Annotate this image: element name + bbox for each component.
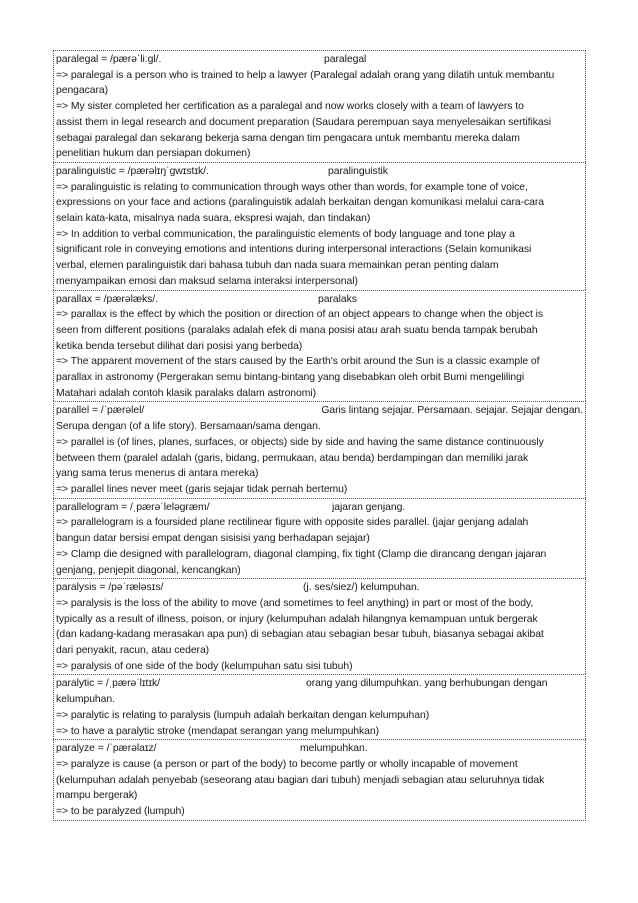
- entry-parallelogram: [53, 498, 586, 579]
- entry-heading: [56, 292, 583, 308]
- example-line: => My sister completed her certification as a paralegal and now works closely with a team of lawyers to: [56, 101, 524, 113]
- example-line: => to have a paralytic stroke (mendapat serangan yang melumpuhkan): [56, 725, 380, 737]
- definition-line: => paralysis is the loss of the ability to move (and sometimes to feel anything) in part or most of the body,: [56, 597, 534, 609]
- entry-parallax: [53, 290, 586, 402]
- definition-line: dari penyakit, racun, atau cedera): [56, 645, 210, 657]
- term-pronunciation: paralysis = /pəˈræləsɪs/: [56, 582, 164, 594]
- definition-line: expressions on your face and actions (paralinguistik adalah berkaitan dengan komunikasi melalui cara-cara: [56, 197, 545, 209]
- definition-line: mampu bergerak): [56, 790, 138, 802]
- term-pronunciation: parallel = /ˈpærəlel/: [56, 405, 145, 417]
- definition-line: => parallelogram is a foursided plane rectilinear figure with opposite sides parallel. (jajar genjang adalah: [56, 517, 529, 529]
- term-pronunciation: paralegal = /pærəˈliːɡl/.: [56, 54, 162, 65]
- example-line: assist them in legal research and document preparation (Saudara perempuan saya menyelesaikan sertifikasi: [56, 116, 551, 128]
- definition-line: typically as a result of illness, poison, or injury (kelumpuhan adalah hilangnya kemampuan untuk bergerak: [56, 613, 538, 625]
- term-translation: jajaran genjang.: [332, 501, 406, 513]
- entry-heading: [56, 500, 583, 516]
- example-line: => In addition to verbal communication, the paralinguistic elements of body language and tone play a: [56, 228, 515, 240]
- term-translation: (j. ses/siez/) kelumpuhan.: [303, 582, 420, 594]
- vocabulary-list: [53, 50, 586, 821]
- definition-line: (dan kadang-kadang merasakan apa pun) di sebagian atau sebagian besar tubuh, biasanya sebagai akibat: [56, 629, 544, 641]
- entry-paralinguistic: [53, 162, 586, 290]
- example-line: parallax in astronomy (Pergerakan semu bintang-bintang yang disebabkan oleh orbit Bumi mengelilingi: [56, 372, 525, 384]
- definition-line: between them (paralel adalah (garis, bidang, permukaan, atau benda) berdampingan dan memiliki jarak: [56, 452, 529, 464]
- term-translation: paralaks: [318, 293, 357, 305]
- term-translation: paralegal: [324, 54, 367, 65]
- definition-line: bangun datar bersisi empat dengan sisisisi yang berhadapan sejajar): [56, 533, 370, 545]
- term-pronunciation: parallax = /pærəlæks/.: [56, 293, 158, 305]
- translation-continuation: kelumpuhan.: [56, 694, 115, 706]
- entry-heading: [56, 741, 583, 757]
- example-line: verbal, elemen paralinguistik dari bahasa tubuh dan nada suara memainkan peran penting dalam: [56, 260, 499, 272]
- term-pronunciation: paralyze = /ˈpærəlaɪz/: [56, 743, 157, 755]
- example-line: menyampaikan emosi dan maksud selama interaksi interpersonal): [56, 275, 358, 287]
- definition-line: ketika benda tersebut dilihat dari posisi yang berbeda): [56, 340, 303, 352]
- definition-line: => paralinguistic is relating to communication through ways other than words, for example tone of voice,: [56, 181, 528, 193]
- definition-line: (kelumpuhan adalah penyebab (seseorang atau bagian dari tubuh) menjadi sebagian atau seluruhnya tidak: [56, 774, 545, 786]
- definition-line: => parallax is the effect by which the position or direction of an object appears to change when the object is: [56, 309, 544, 321]
- definition-line: => paralytic is relating to paralysis (lumpuh adalah berkaitan dengan kelumpuhan): [56, 709, 430, 721]
- example-line: sebagai paralegal dan sekarang bekerja sama dengan tim pengacara untuk membantu mereka dalam: [56, 132, 520, 144]
- example-line: Matahari adalah contoh klasik paralaks dalam astronomi): [56, 387, 317, 399]
- example-line: => parallel lines never meet (garis sejajar tidak pernah bertemu): [56, 483, 348, 495]
- entry-paralytic: [53, 674, 586, 739]
- example-line: significant role in conveying emotions and intentions during interpersonal interactions (Selain komunikasi: [56, 244, 532, 256]
- term-pronunciation: paralinguistic = /pærəlɪŋˈɡwɪstɪk/.: [56, 165, 209, 177]
- example-line: => paralysis of one side of the body (kelumpuhan satu sisi tubuh): [56, 660, 353, 672]
- entry-heading: [56, 580, 583, 596]
- definition-line: => paralyze is cause (a person or part of the body) to become partly or wholly incapable of movement: [56, 758, 518, 770]
- example-line: penelitian hukum dan persiapan dokumen): [56, 148, 251, 160]
- entry-parallel: [53, 401, 586, 497]
- term-translation: Garis lintang sejajar. Persamaan. sejajar. Sejajar dengan.: [321, 405, 583, 417]
- term-translation: melumpuhkan.: [300, 743, 368, 755]
- example-line: genjang, penjepit diagonal, kencangkan): [56, 564, 241, 576]
- translation-continuation: Serupa dengan (of a life story). Bersamaan/sama dengan.: [56, 421, 321, 433]
- term-translation: paralinguistik: [328, 165, 388, 177]
- entry-paralysis: [53, 578, 586, 674]
- entry-paralyze: [53, 739, 586, 821]
- entry-paralegal: [53, 50, 586, 162]
- example-line: => to be paralyzed (lumpuh): [56, 806, 185, 818]
- entry-heading: [56, 403, 583, 419]
- definition-line: => paralegal is a person who is trained to help a lawyer (Paralegal adalah orang yang dilatih untuk membantu: [56, 69, 555, 81]
- term-pronunciation: parallelogram = /ˌpærəˈleləɡræm/: [56, 501, 210, 513]
- term-pronunciation: paralytic = /ˌpærəˈlɪtɪk/: [56, 678, 161, 690]
- definition-line: pengacara): [56, 85, 109, 97]
- entry-heading: [56, 52, 583, 68]
- definition-line: seen from different positions (paralaks adalah efek di mana posisi atau arah suatu benda tampak berubah: [56, 324, 538, 336]
- example-line: => Clamp die designed with parallelogram, diagonal clamping, fix tight (Clamp die dirancang dengan jajaran: [56, 548, 547, 560]
- term-translation: orang yang dilumpuhkan. yang berhubungan dengan: [306, 678, 548, 690]
- definition-line: yang sama terus menerus di antara mereka): [56, 468, 259, 480]
- definition-line: => parallel is (of lines, planes, surfaces, or objects) side by side and having the same distance continuously: [56, 436, 544, 448]
- example-line: => The apparent movement of the stars caused by the Earth's orbit around the Sun is a classic example of: [56, 356, 540, 368]
- definition-line: selain kata-kata, misalnya nada suara, ekspresi wajah, dan tindakan): [56, 213, 371, 225]
- entry-heading: [56, 164, 583, 180]
- entry-heading: [56, 676, 583, 692]
